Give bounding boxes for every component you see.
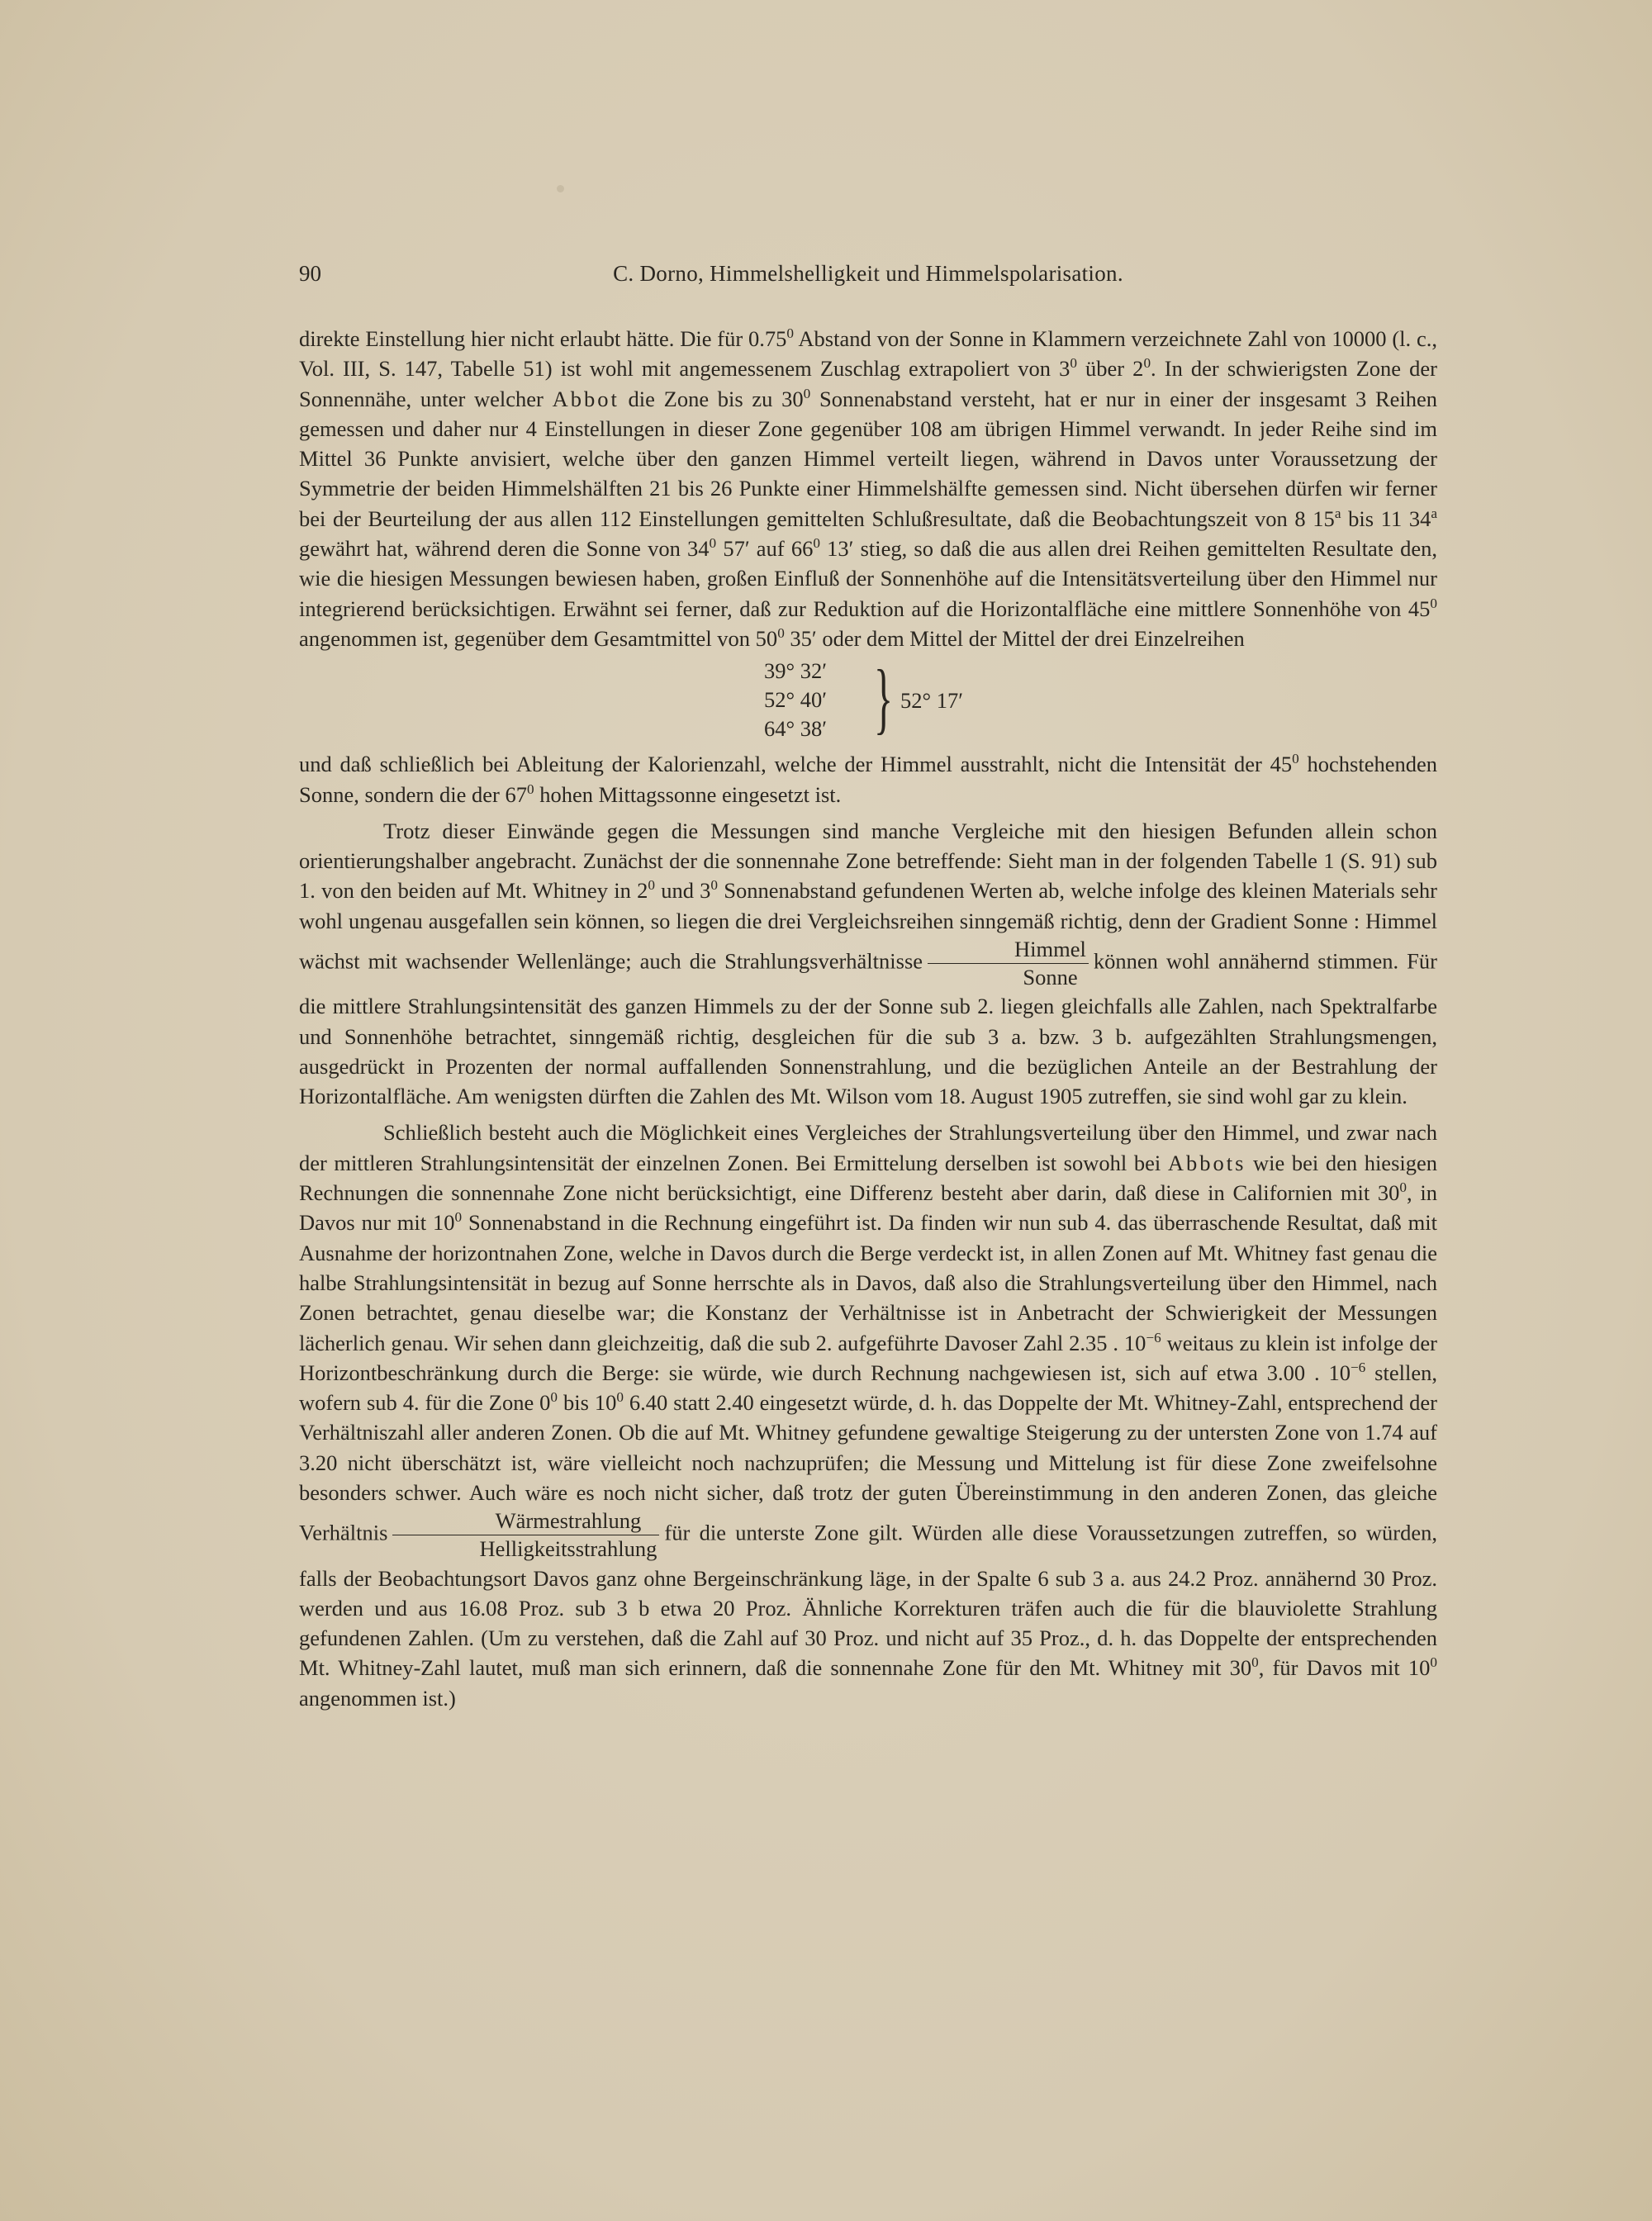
angle-value: 52° 40′ [764,687,828,713]
body-text [299,324,1437,1713]
text-run: und 3 [654,878,711,904]
text-run: wie bei den hiesigen Rechnungen die sonnennahe Zone nicht berücksichtigt, eine Differenz besteht aber darin, daß diese in Californien mit 30 [299,1150,1438,1206]
page-number: 90 [299,261,321,286]
text-run: 35′ oder dem Mittel der Mittel der drei Einzelreihen [784,625,1245,651]
text-run: die Zone bis zu 30 [619,386,804,411]
fraction-waerme-helligkeit [392,1507,659,1563]
fraction-denominator: Sonne [1023,965,1078,990]
author-name-abbot: Abbot [552,386,620,411]
text-run: über 2 [1076,356,1144,382]
degree-sign: 0 [1430,595,1437,611]
text-run: weitaus zu klein ist infolge der Horizontbeschränkung durch die Berge: sie würde, wie durch Rechnung nachgewiesen ist, sich auf etwa 3.00 . 10 [299,1330,1437,1385]
text-run: 57′ auf 66 [716,536,814,562]
degree-sign: 0 [1430,1654,1437,1671]
mean-angles-block [299,653,1437,743]
degree-sign: 0 [648,877,655,894]
angle-value: 64° 38′ [764,716,828,742]
fraction-denominator: Helligkeitsstrahlung [479,1536,657,1562]
text-run: bis 10 [558,1390,617,1416]
degree-sign: 0 [454,1209,463,1226]
paragraph-1 [299,324,1437,653]
degree-sign: 0 [1292,751,1299,767]
text-run: bis 11 34 [1341,505,1431,531]
fraction-numerator: Himmel [928,936,1089,964]
text-run: Abstand von der Sonne in Klammern verzeichnete Zahl von 10000 (l. c., Vol. III, S. 147, Tabelle 51) ist wohl mit angemessenem Zuschlag extrapoliert von 3 [299,326,1437,382]
angle-mean-result: 52° 17′ [900,688,964,714]
text-run: direkte Einstellung hier nicht erlaubt hätte. Die für 0.75 [299,326,787,351]
text-run: und daß schließlich bei Ableitung der Kalorienzahl, welche der Himmel ausstrahlt, nicht die Intensität der 45 [299,752,1293,777]
text-run: 6.40 statt 2.40 eingesetzt würde, d. h. das Doppelte der Mt. Whitney-Zahl, entsprechend der Verhältniszahl aller anderen Zonen. Ob die auf Mt. Whitney gefundene gewaltige Steigerung zu der untersten Zone von 1.74 auf 3.20 nicht überschätzt ist, wäre vielleicht noch nachzuprüfen; die Messung und Mittelung ist für diese Zone zweifelsohne besonders schwer. Auch wäre es noch nicht sicher, daß trotz der guten Übereinstimmung in den anderen Zonen, das gleiche Verhältnis [299,1390,1437,1546]
text-run: hochstehenden Sonne, sondern die der 67 [299,752,1437,807]
degree-sign: 0 [803,385,811,401]
paragraph-2 [299,749,1437,809]
degree-sign: 0 [1070,355,1077,372]
degree-sign: 0 [1251,1654,1259,1671]
text-run: , für Davos mit 10 [1258,1655,1431,1681]
paragraph-4 [299,1118,1437,1713]
degree-sign: 0 [786,325,795,342]
degree-sign: 0 [527,781,534,797]
superscript-a: a [1431,505,1437,521]
superscript-a: a [1334,505,1341,521]
author-name-abbots: Abbots [1167,1150,1246,1175]
text-run: Sonnenabstand gefundenen Werten ab, welche infolge des kleinen Materials sehr wohl ungenau ausgefallen sein können, so liegen die drei Vergleichsreihen sinngemäß richtig, denn der Gradient Sonne : Himmel wächst mit wachsender Wellenlänge; auch die Strahlungsverhältnisse [299,878,1438,974]
degree-sign: 0 [777,625,785,642]
text-run: können wohl annähernd stimmen. Für die mittlere Strahlungsintensität des ganzen Himmels zu der der Sonne sub 2. liegen gleichfalls alle Zahlen, nach Spektralfarbe und Sonnenhöhe betrachtet, sinngemäß richtig, desgleichen für die sub 3 a. bzw. 3 b. aufgezählten Strahlungsmengen, ausgedrückt in Prozenten der normal auffallenden Sonnenstrahlung, und die bezüglichen Anteile an der Bestrahlung der Horizontalfläche. Am wenigsten dürften die Zahlen des Mt. Wilson vom 18. August 1905 zutreffen, sie sind wohl gar zu klein. [299,948,1437,1109]
exponent: −6 [1350,1360,1366,1376]
degree-sign: 0 [813,535,820,552]
degree-sign: 0 [1399,1179,1408,1196]
degree-sign: 0 [709,535,717,552]
paper-spot [557,185,564,192]
text-run: Sonnenabstand versteht, hat er nur in einer der insgesamt 3 Reihen gemessen und daher nur 4 Einstellungen in dieser Zone gegenüber 108 am übrigen Himmel verwandt. In jeder Reihe sind im Mittel 36 Punkte anvisiert, welche über den ganzen Himmel verteilt liegen, während in Davos unter Voraussetzung der Symmetrie der beiden Himmelshälften 21 bis 26 Punkte einer Himmelshälfte gemessen sind. Nicht übersehen dürfen wir ferner bei der Beurteilung der aus allen 112 Einstellungen gemittelten Schlußresultate, daß die Beobachtungszeit von 8 15 [299,386,1438,531]
degree-sign: 0 [1143,355,1151,372]
text-run: angenommen ist, gegenüber dem Gesamtmittel von 50 [299,625,778,651]
text-run: Sonnenabstand in die Rechnung eingeführt ist. Da finden wir nun sub 4. das überraschende Resultat, daß mit Ausnahme der horizontnahen Zone, welche in Davos durch die Berge verdeckt ist, in allen Zonen auf Mt. Whitney fast genau die halbe Strahlungsintensität in bezug auf Sonne herrschte als in Davos, daß also die Strahlungsverteilung über den Himmel, nach Zonen betrachtet, genau dieselbe war; die Konstanz der Verhältnisse ist in Anbetracht der Schwierigkeit der Messungen lächerlich genau. Wir sehen dann gleichzeitig, daß die sub 2. aufgeführte Davoser Zahl 2.35 . 10 [299,1210,1437,1355]
running-header [299,261,1437,297]
text-run: , in Davos nur mit 10 [299,1180,1437,1236]
degree-sign: 0 [550,1389,558,1406]
text-run: . In der schwierigsten Zone der Sonnennähe, unter welcher [299,356,1437,411]
text-run: hohen Mittagssonne eingesetzt ist. [534,781,842,807]
text-run: angenommen ist.) [299,1685,456,1711]
paragraph-3 [299,816,1437,1112]
curly-brace: } [874,653,894,743]
angle-value: 39° 32′ [764,658,828,684]
text-run: Schließlich besteht auch die Möglichkeit eines Vergleiches der Strahlungsverteilung über den Himmel, und zwar nach der mittleren Strahlungsintensität der einzelnen Zonen. Bei Ermittelung derselben ist sowohl bei [299,1120,1437,1175]
angle-values [764,657,827,743]
fraction-numerator: Wärmestrahlung [392,1507,659,1535]
degree-sign: 0 [616,1389,624,1406]
text-run: für die unterste Zone gilt. Würden alle diese Voraussetzungen zutreffen, so würden, falls der Beobachtungsort Davos ganz ohne Bergeinschränkung läge, in der Spalte 6 sub 3 a. aus 24.2 Proz. annähernd 30 Proz. werden und aus 16.08 Proz. sub 3 b etwa 20 Proz. Ähnliche Korrekturen träfen auch die für die blauviolette Strahlung gefundenen Zahlen. (Um zu verstehen, daß die Zahl auf 30 Proz. und nicht auf 35 Proz., d. h. das Doppelte der entsprechenden Mt. Whitney-Zahl lautet, muß man sich erinnern, daß die sonnennahe Zone für den Mt. Whitney mit 30 [299,1521,1437,1681]
text-run: gewährt hat, während deren die Sonne von 34 [299,536,710,562]
degree-sign: 0 [710,877,719,894]
text-run: stellen, wofern sub 4. für die Zone 0 [299,1360,1437,1416]
text-run: 13′ stieg, so daß die aus allen drei Reihen gemittelten Resultate den, wie die hiesigen Messungen bewiesen haben, großen Einfluß der Sonnenhöhe auf die Intensitätsverteilung über den Himmel nur integrierend berücksichtigen. Erwähnt sei ferner, daß zur Reduktion auf die Horizontalfläche eine mittlere Sonnenhöhe von 45 [299,536,1438,621]
fraction-himmel-sonne [928,936,1089,991]
running-title: C. Dorno, Himmelshelligkeit und Himmelspolarisation. [613,261,1123,286]
exponent: −6 [1146,1329,1161,1345]
text-run: Trotz dieser Einwände gegen die Messungen sind manche Vergleiche mit den hiesigen Befunden allein schon orientierungshalber angebracht. Zunächst der die sonnennahe Zone betreffende: Sieht man in der folgenden Tabelle 1 (S. 91) sub 1. von den beiden auf Mt. Whitney in 2 [299,818,1437,904]
